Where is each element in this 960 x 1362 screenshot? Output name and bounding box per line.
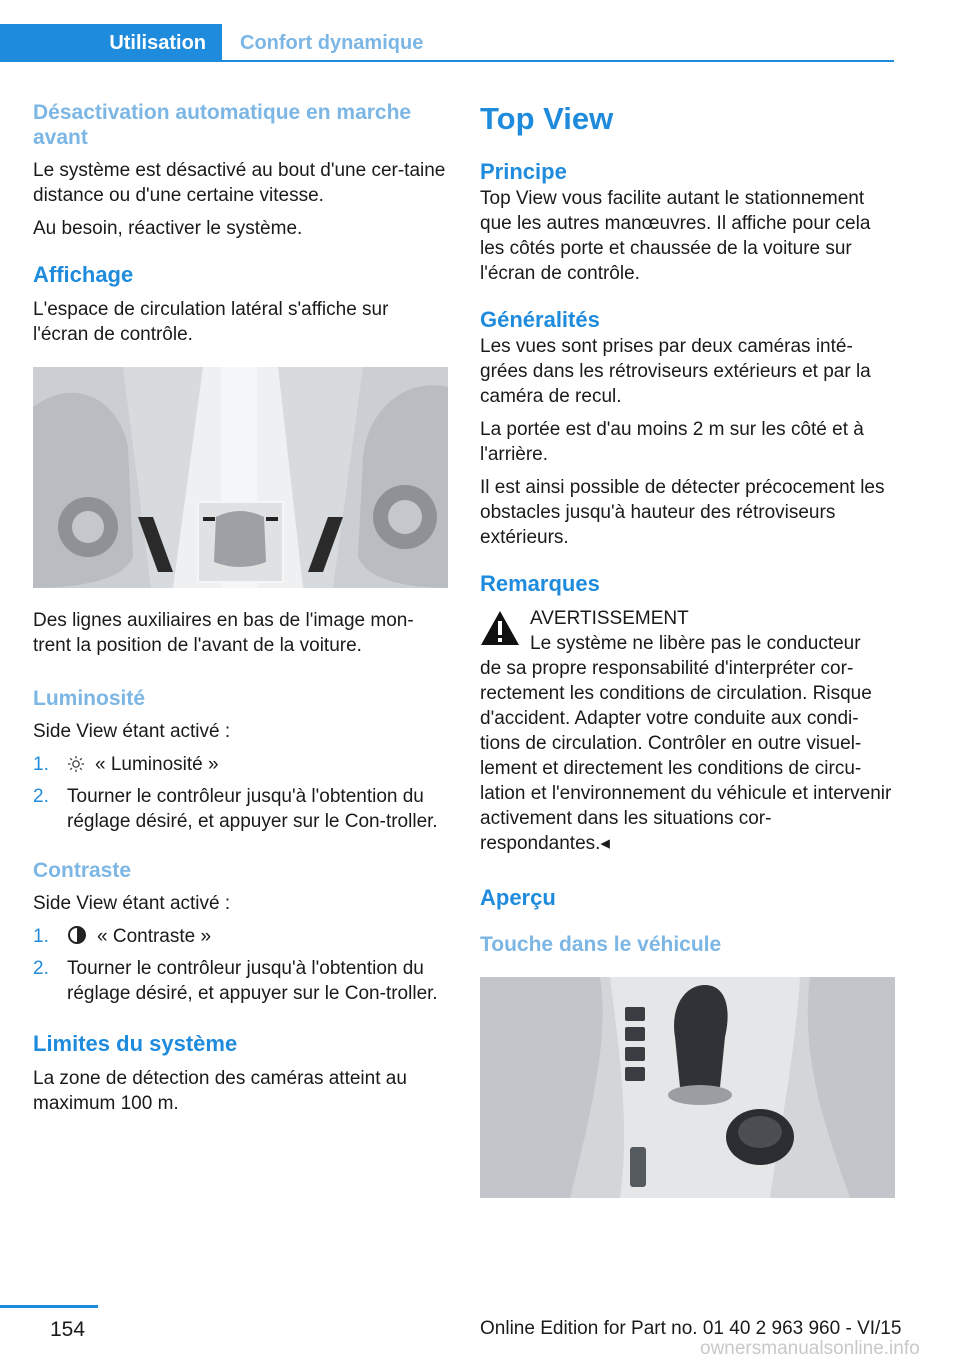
tab-utilisation[interactable]: Utilisation: [0, 24, 222, 62]
step-number: 1.: [33, 754, 49, 775]
paragraph: La portée est d'au moins 2 m sur les côté et à l'arrière.: [480, 419, 864, 465]
left-column: [33, 100, 448, 1116]
step-number: 2.: [33, 958, 49, 979]
page-number: 154: [50, 1318, 86, 1341]
step-text: Tourner le contrôleur jusqu'à l'obtention du réglage désiré, et appuyer sur le Con-troller.: [67, 786, 438, 832]
brightness-icon: [67, 755, 85, 780]
paragraph: Top View vous facilite autant le stationnement que les autres manœuvres. Il affiche pour cela les côtés porte et chaussée de la voiture sur l'écran de contrôle.: [480, 188, 871, 284]
step-text: « Contraste »: [97, 926, 212, 947]
paragraph: La zone de détection des caméras atteint au maximum 100 m.: [33, 1068, 407, 1114]
step-number: 1.: [33, 926, 49, 947]
heading-limites: Limites du système: [33, 1031, 238, 1056]
paragraph: Il est ainsi possible de détecter précocement les obstacles jusqu'à hauteur des rétroviseurs extérieurs.: [480, 477, 885, 548]
paragraph: Le système est désactivé au bout d'une cer-taine distance ou d'une certaine vitesse.: [33, 160, 446, 206]
contrast-icon: [67, 925, 87, 952]
heading-apercu: Aperçu: [480, 885, 556, 910]
heading-desactivation: Désactivation automatique en marche avant: [33, 101, 412, 149]
side-view-display-image: [33, 367, 448, 588]
heading-remarques: Remarques: [480, 571, 600, 596]
heading-top-view: Top View: [480, 101, 614, 136]
watermark: ownersmanualsonline.info: [700, 1338, 920, 1359]
heading-generalites: Généralités: [480, 307, 600, 332]
list-item: [33, 924, 448, 952]
warning-block: [480, 606, 895, 656]
heading-principe: Principe: [480, 159, 567, 184]
heading-touche: Touche dans le véhicule: [480, 933, 722, 956]
paragraph: Les vues sont prises par deux caméras inté-grées dans les rétroviseurs extérieurs et par la caméra de recul.: [480, 336, 871, 407]
list-item: [33, 752, 448, 780]
step-number: 2.: [33, 786, 49, 807]
paragraph: Des lignes auxiliaires en bas de l'image mon-trent la position de l'avant de la voiture.: [33, 610, 414, 656]
steps-list-luminosite: [33, 752, 448, 834]
page-header: [0, 0, 894, 62]
step-text: Tourner le contrôleur jusqu'à l'obtention du réglage désiré, et appuyer sur le Con-troller.: [67, 958, 438, 1004]
header-divider: [0, 60, 894, 62]
step-text: « Luminosité »: [95, 754, 219, 775]
paragraph: Side View étant activé :: [33, 721, 231, 742]
heading-affichage: Affichage: [33, 262, 134, 287]
paragraph: Side View étant activé :: [33, 893, 231, 914]
warning-text: de sa propre responsabilité d'interpréter cor-rectement les conditions de circulation. Risque d'accident. Adapter votre conduite aux condi-tions de circulation. Contrôler en outre visuel-lement et directement les conditions de circu-lation et l'environnement du véhicule et intervenir activement dans les situations cor-respondantes.◂: [480, 658, 892, 854]
tab-confort-dynamique[interactable]: Confort dynamique: [240, 31, 424, 54]
heading-contraste: Contraste: [33, 859, 132, 882]
warning-label: AVERTISSEMENT: [530, 608, 689, 629]
warning-text-first: Le système ne libère pas le conducteur: [530, 633, 861, 654]
paragraph: L'espace de circulation latéral s'affiche sur l'écran de contrôle.: [33, 299, 389, 345]
list-item: [33, 956, 448, 1006]
center-console-image: [480, 977, 895, 1198]
heading-luminosite: Luminosité: [33, 687, 146, 710]
right-column: [480, 100, 895, 1198]
paragraph: Au besoin, réactiver le système.: [33, 218, 303, 239]
edition-info: Online Edition for Part no. 01 40 2 963 960 - VI/15: [480, 1318, 902, 1339]
list-item: [33, 784, 448, 834]
footer-divider: [0, 1305, 98, 1308]
warning-triangle-icon: [480, 610, 520, 651]
steps-list-contraste: [33, 924, 448, 1006]
